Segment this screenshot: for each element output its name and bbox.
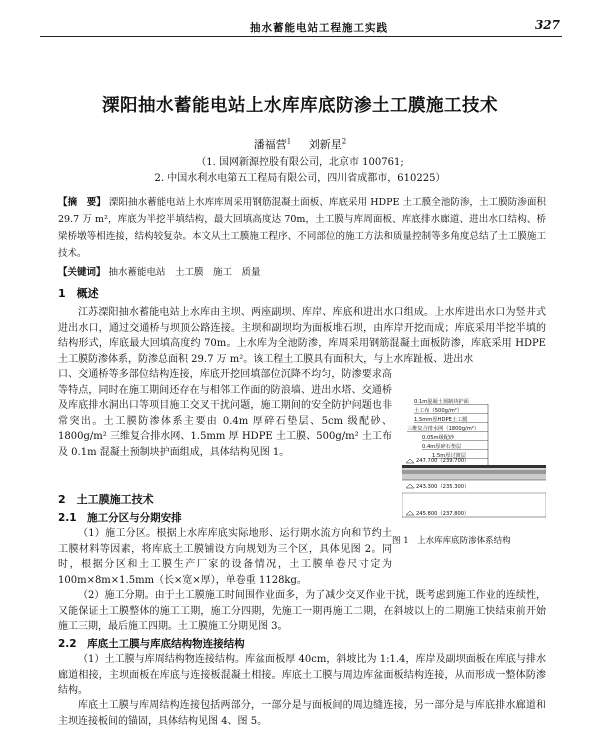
page-number: 327 — [534, 18, 560, 32]
paragraph-connection: （1）土工膜与库周结构物连接结构。库盆面板厚 40cm，斜坡比为 1:1.4，库岸及副坝面板在库底与排水廊道相接，主坝面板在库底与连接板混凝土相接。库底土工膜与周边库盆面板结构连接，从而形成一整体防渗结构。 — [58, 654, 546, 697]
paragraph-overview-a: 江苏溧阳抽水蓄能电站上水库由主坝、两座副坝、库岸、库底和进出水口组成。上水库进出水口为竖井式进出水口，通过交通桥与坝顶公路连接。主坝和副坝均为面板堆石坝，由库岸开挖而成；库底采用半挖半填的结构形式，库底最大回填高度约 70m。上水库为全池防渗，库周采用钢筋混凝土面板防渗，库底采用 HDPE 土工膜防渗体系，防渗总面积 29.7 万 m²。该工程土工膜具有面积大，与上水库趾板、进出水 — [58, 307, 546, 365]
geotextile-layer — [402, 468, 546, 470]
keywords-text: 抽水蓄能电站 土工膜 施工 质量 — [108, 267, 261, 278]
elevation-marker-icon — [406, 511, 414, 515]
elevation-marker-icon — [406, 459, 414, 463]
affiliation-1: （1. 国网新源控股有限公司，北京市 100761; — [196, 157, 404, 168]
paper-title: 溧阳抽水蓄能电站上水库库底防渗土工膜施工技术 — [102, 96, 498, 116]
keywords — [58, 264, 546, 281]
elevation-label: 243.300（235.300） — [416, 484, 470, 490]
paragraph-overview-b: 口、交通桥等多部位结构连接，库底开挖回填部位沉降不均匀，防渗要求高等特点，同时在施工期间还存在与相邻工作面的防浪墙、进出水塔、交通桥及库底排水洞出口等项目施工交叉干扰问题，施工期间的安全防护问题也非常突出。土工膜防渗体系主要由 0.4m 厚碎石垫层、5cm 级配砂、1800g/m² 三维复合排水网、1.5mm 厚 HDPE 土工膜、500g/m² 土工布及 0.1m 混凝土预制块护面组成，具体结构见图 1。 — [58, 369, 392, 458]
paragraph-connection-parts: 库底土工膜与库周结构连接包括两部分，一部分是与面板间的周边缝连接，另一部分是与库底排水廊道和主坝连接板间的锚固，具体结构见图 4、图 5。 — [58, 700, 546, 727]
layer-label: 1.5m厚过渡层 — [432, 453, 467, 459]
layer-label: 三维复合排水网（1800g/m²） — [407, 426, 480, 432]
gravel-layer — [402, 470, 546, 474]
layer-label: 1.5mm厚HDPE土工膜 — [414, 417, 468, 423]
abstract-label: 【摘 要】 — [58, 197, 106, 208]
paragraph-phasing: （2）施工分期。由于土工膜施工时间围作业面多，为了减少交叉作业干扰，既考虑到施工作业的连续性，又能保证土工膜整体的施工工期，施工分四期，先施工一期再施工二期，在斜坡以上的二期施工快结束前开始施工三期，最后施工四期。土工膜施工分期见图 3。 — [58, 590, 546, 633]
affiliation-2: 2. 中国水利水电第五工程局有限公司，四川省成都市，610225） — [154, 173, 446, 184]
abstract-text: 溧阳抽水蓄能电站上水库库周采用钢筋混凝土面板、库底采用 HDPE 土工膜全池防渗，土工膜防渗面积 29.7 万 m²，库底为半挖半填结构，最大回填高度达 70m，土工膜与库周面板、库底排水廊道、进出水口结构、桥梁桥墩等相连接，结构较复杂。本文从土工膜施工程序、不同部位的施工方法和质量控制等多角度总结了土工膜施工技术。 — [58, 197, 546, 259]
abstract — [58, 194, 546, 262]
figure-1-caption: 图 1 上水库库底防渗体系结构 — [392, 536, 511, 546]
elevation-label: 247.700（239.700） — [416, 458, 470, 464]
layer-label: 土工布（500g/m²） — [414, 408, 463, 414]
elevation-marker-icon — [406, 484, 414, 488]
section-2-2-heading: 2.2 库底土工膜与库底结构物连接结构 — [58, 638, 245, 650]
elevation-label: 245.800（237.800） — [416, 511, 470, 517]
section-2-1-heading: 2.1 施工分区与分期安排 — [58, 512, 182, 524]
transition-layer — [402, 474, 546, 480]
authors — [0, 136, 600, 152]
section-1-heading: 1 概述 — [58, 287, 99, 300]
section-2-heading: 2 土工膜施工技术 — [58, 493, 154, 506]
layer-label: 0.1m混凝土预制块护面 — [414, 399, 469, 405]
running-header — [40, 18, 562, 37]
layer-label: 0.05m级配砂 — [422, 435, 455, 441]
journal-title: 抽水蓄能电站工程施工实践 — [250, 22, 388, 34]
author-2-sup: 2 — [341, 137, 347, 146]
author-1: 潘福营 — [253, 138, 287, 151]
author-2: 刘新星 — [308, 138, 342, 151]
author-1-sup: 1 — [286, 137, 292, 146]
figure-1-diagram — [402, 397, 546, 527]
paragraph-zoning: （1）施工分区。根据上水库库底实际地形、运行期水流方向和节约土工膜材料等因素，将库底土工膜铺设方向规划为三个区，具体见图 2。同时，根据分区和土工膜生产厂家的设备情况，土工膜单卷尺寸定为 100m×8m×1.5mm（长×宽×厚），单卷重 1128kg。 — [58, 528, 392, 586]
layer-label: 0.4m厚碎石垫层 — [422, 444, 462, 450]
keywords-label: 【关键词】 — [58, 267, 106, 278]
protective-layer — [402, 465, 546, 468]
